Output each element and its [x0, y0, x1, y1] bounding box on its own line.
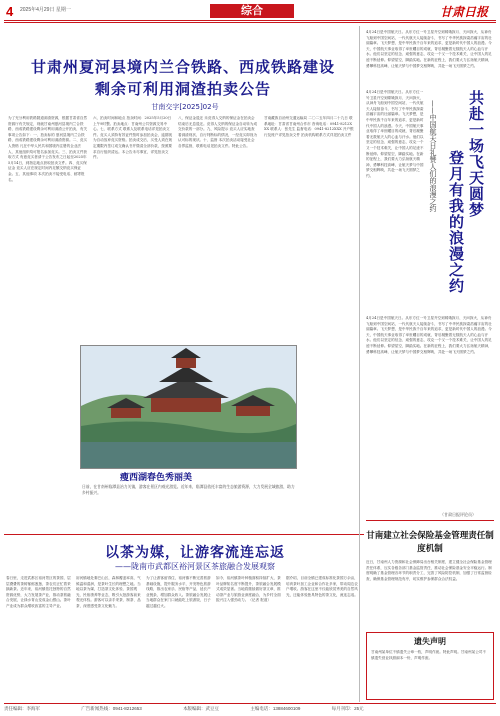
feature-subtitle: ——陇南市武都区裕河景区茶旅融合发展观察 [115, 562, 275, 571]
notice-col-3: 八、保证金退还 未竞得人交纳的保证金在拍卖会结束后无息退还。竞得人交纳的保证金自动转为成交价款的一部分。九、风险提示 竞买人应实地查看洞渣现状，自行判断标的情况，一经竞买即视为认可标的现状。十、监督 本次拍卖活动接受社会各界监督，联系电话见拍卖文件。特此公告。 [178, 116, 258, 148]
feature-col-2: 裕河镇地处秦巴山区，森林覆盖率高，气候温和湿润，是茶叶生长的理想之地。当地以茶为媒，打造茶文化体验、茶园观光、民宿康养等业态，吸引大批游客前来观光体验。游客可以亲手采茶、制茶、品茶，深度感受茶文化魅力。 [76, 576, 141, 608]
lost-notice-box [366, 632, 494, 700]
section-label: 综合 [210, 4, 294, 18]
footer-page-editor: 本版编辑：武豆豆 [183, 706, 220, 711]
news-photo [80, 345, 297, 469]
section-divider [4, 534, 364, 535]
header-rule-2 [4, 22, 496, 23]
commentary-title-1: 共赴一场飞天圆梦 [467, 90, 485, 218]
notice-title-line2: 剩余可利用洞渣拍卖公告 [94, 80, 271, 98]
commentary-body-left: 4月24日是中国航天日。从东方红一号卫星升空到嫦娥探月、天问探火，从神舟飞船到中国空间站，一代代航天人接续奋斗，书写了中华民族探索浩瀚宇宙的壮丽篇章。飞天梦想，是中华民族千百年来的追求，更是新时代中国人的浪漫。今天，中国航天事业取得了举世瞩目的成就，背后凝聚着无数航天人的心血与汗水。他们以坚定的信念、顽强的意志，攻克一个又一个技术难关，让中国人的足迹不断延伸。仰望星空，脚踏实地。在新的征程上，我们要大力弘扬航天精神，勇攀科技高峰，让航天梦与中国梦交相辉映，共赴一场飞天圆梦之约。 [366, 90, 424, 178]
lost-notice-title: 遗失声明 [414, 637, 446, 646]
notice-col-1: 为了充分利用铁路隧道洞渣资源，根据甘肃省自然资源厅有关规定，现就甘南州夏河县境内兰合铁路、西成铁路建设剩余可利用洞渣公开拍卖，有关事项公告如下：一、拍卖标的 夏河县境内兰合铁路、西成铁路建设剩余可利用洞渣资源。二、竞买人资格 凡在中华人民共和国境内注册的企业法人、其他组织均可报名参加竞买。三、拍卖文件获取方式 有意竞买者请于公告发布之日起至2025年5月14日，到指定地点获取拍卖文件。四、竞买保证金 竞买人应在规定时间内足额交纳竞买保证金。五、其他事项 本次拍卖不接受电话、邮寄报名。 [8, 116, 88, 182]
header-rule [4, 20, 496, 21]
photo-title: 瘦西湖春色秀丽美 [120, 473, 193, 483]
commentary-author: （甘肃日报评论员） [440, 512, 476, 517]
photo-caption: 日前，在甘南州临潭县冶力关镇，游客在景区内观光游览。近年来，临潭县依托丰富的生态旅游资源，大力发展全域旅游，助力乡村振兴。 [82, 484, 295, 495]
lost-notice-body: 甘南州某单位不慎遗失公章一枚，声明作废。特此声明。甘南州某公司不慎遗失营业执照副本一份，声明作废。 [371, 650, 486, 660]
feature-col-1: 春日里，走进武都区裕河景区的茶园，层层叠叠的茶树郁郁葱葱，茶农们正忙着采摘新茶。近年来，裕河镇依托独特的自然资源优势，大力发展茶产业，推动茶旅融合发展，让绿水青山变成金山银山。茶叶产业成为群众增收致富的主导产业。 [6, 576, 71, 608]
footer [4, 706, 496, 712]
notice-col-4: 甘南藏族自治州交通运输局 二〇二五年四月二十九日 联系地址：甘肃省甘南州合作市 咨询电话：0941-8212XXX 联系人：张先生 监督电话：0941-8212XXX 开户银行及账户详见拍卖文件 拍卖机构联系方式详见拍卖文件 [264, 116, 354, 137]
notice-title-line1: 甘肃州夏河县境内兰合铁路、西成铁路建设 [30, 58, 335, 76]
feature-col-5: 据介绍，目前全镇已建成标准化茶园万余亩，培育茶叶加工企业和合作社多家，带动周边农户增收。游客在这里不仅能欣赏秀美的自然风光，还能体验独具特色的茶文化，流连忘返。 [286, 576, 358, 597]
column-separator [359, 26, 360, 702]
feature-title: 以茶为媒，让游客流连忘返 [105, 545, 285, 561]
footer-hotline: 广告新闻热线：0941-8212653 [81, 706, 142, 711]
commentary-subtitle: ——中国航天日礼赞人们的浪漫之约 [429, 100, 437, 212]
notice-doc-number: 甘南交字[2025]02号 [151, 103, 219, 111]
footer-price: 每月刊印：25元 [331, 706, 364, 711]
footer-rule [4, 703, 496, 704]
issue-date: 2025年4月29日 星期一 [20, 7, 71, 13]
paper-logo: 甘肃日报 [440, 5, 489, 19]
feature-col-3: 为了让游客留得住，裕河镇不断完善旅游基础设施，提升服务水平，开发特色旅游线路，推出农家乐、民宿等产品，延长产业链条，增加群众收入。茶旅融合发展让当地群众在家门口就能吃上旅游饭，日子越过越红火。 [146, 576, 211, 608]
feature-col-4: 如今，裕河镇茶叶种植面积持续扩大，茶叶品牌知名度不断提升，茶旅融合发展模式成效显著。当地将继续做好茶文章，推动茶产业与旅游业深度融合，为乡村全面振兴注入强劲动力。（记者 报道） [216, 576, 281, 603]
notice-col-2: 六、拍卖时间和地点 拍卖时间：2025年5月20日上午9时整。拍卖地点：甘南州公共资源交易中心。七、联系方式 联系人及联系电话详见拍卖文件。竞买人须持有效证件按时参加拍卖会，逾期视为自动放弃竞买资格。拍卖成交后，买受人须在规定期限内签订成交确认书并缴清全部价款，按照要求自行组织清运。本公告未尽事宜，详见拍卖文件。 [93, 116, 173, 160]
commentary-body-lower: 4月24日是中国航天日。从东方红一号卫星升空到嫦娥探月、天问探火，从神舟飞船到中国空间站，一代代航天人接续奋斗，书写了中华民族探索浩瀚宇宙的壮丽篇章。飞天梦想，是中华民族千百年来的追求，更是新时代中国人的浪漫。今天，中国航天事业取得了举世瞩目的成就，背后凝聚着无数航天人的心血与汗水。他们以坚定的信念、顽强的意志，攻克一个又一个技术难关，让中国人的足迹不断延伸。仰望星空，脚踏实地。在新的征程上，我们要大力弘扬航天精神，勇攀科技高峰，让航天梦与中国梦交相辉映，共赴一场飞天圆梦之约。 [366, 316, 492, 354]
page-number: 4 [6, 4, 14, 19]
right-divider [366, 520, 494, 521]
commentary-intro: 4月24日是中国航天日。从东方红一号卫星升空到嫦娥探月、天问探火，从神舟飞船到中国空间站，一代代航天人接续奋斗，书写了中华民族探索浩瀚宇宙的壮丽篇章。飞天梦想，是中华民族千百年来的追求，更是新时代中国人的浪漫。今天，中国航天事业取得了举世瞩目的成就，背后凝聚着无数航天人的心血与汗水。他们以坚定的信念、顽强的意志，攻克一个又一个技术难关，让中国人的足迹不断延伸。仰望星空，脚踏实地。在新的征程上，我们要大力弘扬航天精神，勇攀科技高峰，让航天梦与中国梦交相辉映，共赴一场飞天圆梦之约。 [366, 30, 492, 68]
footer-editor: 责任编辑：李海军 [4, 706, 40, 711]
brief-body: 近日，甘南州人力资源和社会保障局出台相关制度，建立健全社会保险基金管理责任体系，压实各级各部门基金监管责任，推动社会保险基金安全平稳运行。制度明确了基金管理各环节的职责分工，完善了风险防控机制，加强了日常监督检查，确保基金管理规范有序，切实维护参保群众合法权益。 [366, 560, 492, 581]
pavilion-illustration [81, 346, 296, 468]
commentary-title-2: 登月有我的浪漫之约 [447, 150, 465, 294]
footer-phone: 主编电话：13884600109 [250, 706, 301, 711]
brief-title: 甘南建立社会保险基金管理责任制度机制 [366, 531, 494, 554]
